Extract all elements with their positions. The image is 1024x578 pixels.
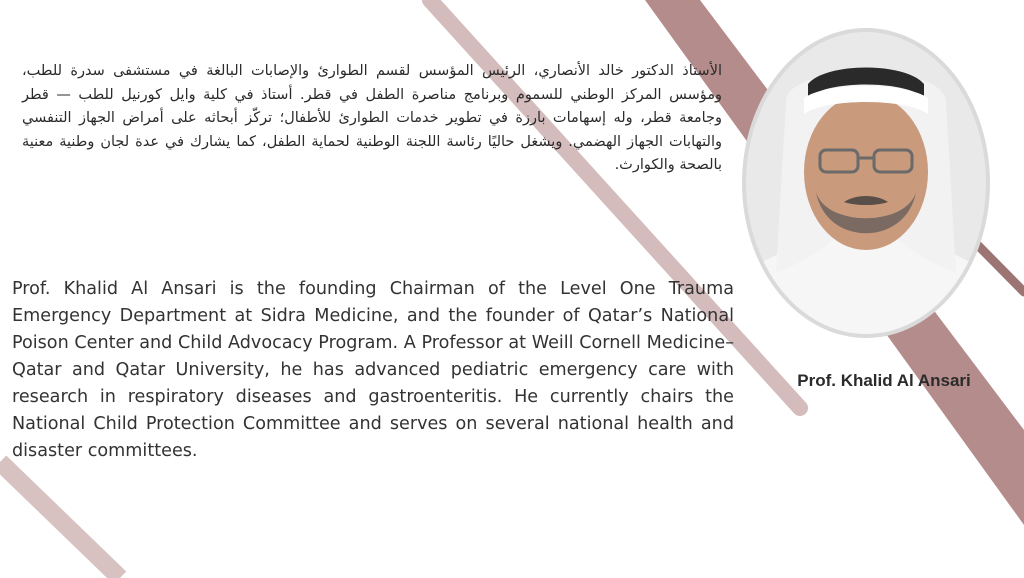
speaker-name: Prof. Khalid Al Ansari [797,371,971,390]
english-biography: Prof. Khalid Al Ansari is the founding Chairman of the Level One Trauma Emergency Department at Sidra Medicine, and the founder of Qatar’s National Poison Center and Child Advocacy Program. A Professor at Weill Cornell Medicine–Qatar and Qatar University, he has advanced pediatric emergency care with research in respiratory diseases and gastroenteritis. He currently chairs the National Child Protection Committee and serves on several national health and disaster committees. [12,279,734,461]
portrait-illustration [746,32,986,334]
arabic-biography: الأستاذ الدكتور خالد الأنصاري، الرئيس المؤسس لقسم الطوارئ والإصابات البالغة في مستشفى سدرة للطب، ومؤسس المركز الوطني للسموم وبرنامج مناصرة الطفل في قطر. أستاذ في كلية وايل كورنيل للطب — قطر وجامعة قطر، وله إسهامات بارزة في تطوير خدمات الطوارئ للأطفال؛ تركّز أبحاثه على أمراض الجهاز التنفسي والتهابات الجهاز الهضمي. ويشغل حاليًا رئاسة اللجنة الوطنية لحماية الطفل، كما يشارك في عدة لجان وطنية معنية بالصحة والكوارث. [22,63,722,173]
speaker-portrait [746,32,986,334]
diagonal-stripe-bottom-left [0,462,120,578]
